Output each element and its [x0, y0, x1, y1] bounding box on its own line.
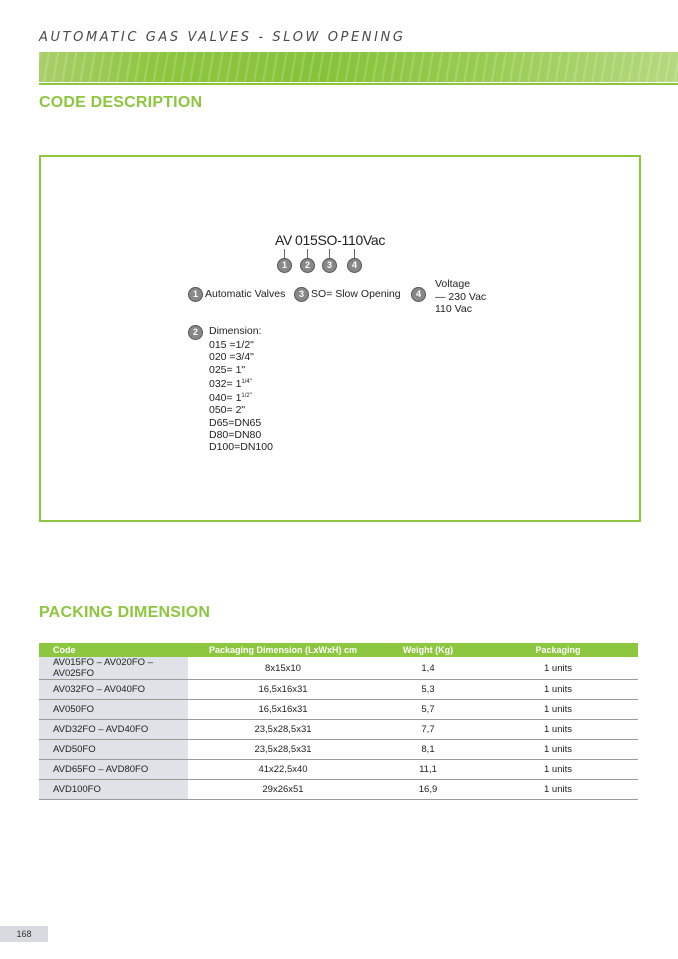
dimension-item: D100=DN100 — [209, 441, 273, 454]
cell-packaging: 1 units — [478, 760, 638, 780]
cell-weight: 1,4 — [378, 657, 478, 680]
packing-dimension-title: PACKING DIMENSION — [39, 604, 211, 621]
code-part-voltage: -110Vac — [337, 232, 386, 248]
cell-weight: 16,9 — [378, 780, 478, 800]
cell-weight: 5,3 — [378, 680, 478, 700]
table-row — [39, 657, 638, 680]
legend-voltage — [435, 278, 486, 316]
dimension-list — [209, 339, 273, 454]
packing-table — [39, 643, 638, 800]
cell-dimension: 8x15x10 — [188, 657, 378, 680]
marker-2-icon: 2 — [300, 258, 315, 273]
table-row — [39, 680, 638, 700]
voltage-230: — 230 Vac — [435, 290, 487, 303]
code-part-size: 015 — [295, 232, 318, 248]
cell-packaging: 1 units — [478, 700, 638, 720]
cell-code: AVD65FO – AVD80FO — [39, 760, 188, 780]
cell-packaging: 1 units — [478, 720, 638, 740]
col-header-weight: Weight (Kg) — [378, 643, 478, 657]
table-row — [39, 760, 638, 780]
cell-packaging: 1 units — [478, 680, 638, 700]
header-decorative-band — [39, 52, 678, 82]
cell-packaging: 1 units — [478, 740, 638, 760]
code-description-title: CODE DESCRIPTION — [39, 94, 203, 111]
cell-code: AV032FO – AV040FO — [39, 680, 188, 700]
code-part-so: SO — [317, 232, 338, 248]
cell-code: AVD100FO — [39, 780, 188, 800]
table-row — [39, 780, 638, 800]
cell-code: AVD32FO – AVD40FO — [39, 720, 188, 740]
dimension-item: 020 =3/4" — [209, 351, 254, 364]
code-description-box — [39, 155, 641, 522]
cell-dimension: 16,5x16x31 — [188, 680, 378, 700]
voltage-title: Voltage — [435, 278, 471, 290]
legend-marker-2-icon: 2 — [188, 325, 203, 340]
cell-packaging: 1 units — [478, 657, 638, 680]
col-header-dimension: Packaging Dimension (LxWxH) cm — [188, 643, 378, 657]
dimension-item: D80=DN80 — [209, 429, 262, 442]
cell-code: AV015FO – AV020FO – AV025FO — [39, 657, 188, 680]
marker-3-icon: 3 — [322, 258, 337, 273]
dimension-item: 050= 2" — [209, 404, 246, 417]
legend-marker-4-icon: 4 — [411, 287, 426, 302]
cell-dimension: 23,5x28,5x31 — [188, 720, 378, 740]
cell-weight: 8,1 — [378, 740, 478, 760]
voltage-110: 110 Vac — [435, 303, 472, 315]
cell-dimension: 16,5x16x31 — [188, 700, 378, 720]
dimension-item: 025= 1" — [209, 363, 246, 376]
marker-4-icon: 4 — [347, 258, 362, 273]
cell-code: AV050FO — [39, 700, 188, 720]
cell-packaging: 1 units — [478, 780, 638, 800]
page-number: 168 — [0, 926, 48, 942]
cell-weight: 11,1 — [378, 760, 478, 780]
table-row — [39, 740, 638, 760]
cell-dimension: 41x22,5x40 — [188, 760, 378, 780]
cell-dimension: 23,5x28,5x31 — [188, 740, 378, 760]
legend-slow-opening: SO= Slow Opening — [311, 288, 401, 300]
table-row — [39, 700, 638, 720]
page-header-title: AUTOMATIC GAS VALVES - SLOW OPENING — [39, 30, 406, 45]
table-row — [39, 720, 638, 740]
dimension-item: D65=DN65 — [209, 416, 262, 429]
col-header-packaging: Packaging — [478, 643, 638, 657]
cell-weight: 7,7 — [378, 720, 478, 740]
legend-marker-3-icon: 3 — [294, 287, 309, 302]
col-header-code: Code — [39, 643, 188, 657]
cell-weight: 5,7 — [378, 700, 478, 720]
cell-dimension: 29x26x51 — [188, 780, 378, 800]
packing-table-header — [39, 643, 638, 657]
marker-1-icon: 1 — [277, 258, 292, 273]
legend-automatic-valves: Automatic Valves — [205, 288, 286, 300]
dimension-item: $040= 1^{1/2"}$ — [209, 392, 252, 405]
cell-code: AVD50FO — [39, 740, 188, 760]
legend-marker-1-icon: 1 — [188, 287, 203, 302]
dimension-title: Dimension: — [209, 325, 262, 337]
dimension-item: $032= 1^{1/4"}$ — [209, 377, 252, 390]
code-part-av: AV — [275, 232, 293, 248]
product-code — [275, 232, 385, 248]
dimension-item: 015 =1/2" — [209, 339, 254, 351]
